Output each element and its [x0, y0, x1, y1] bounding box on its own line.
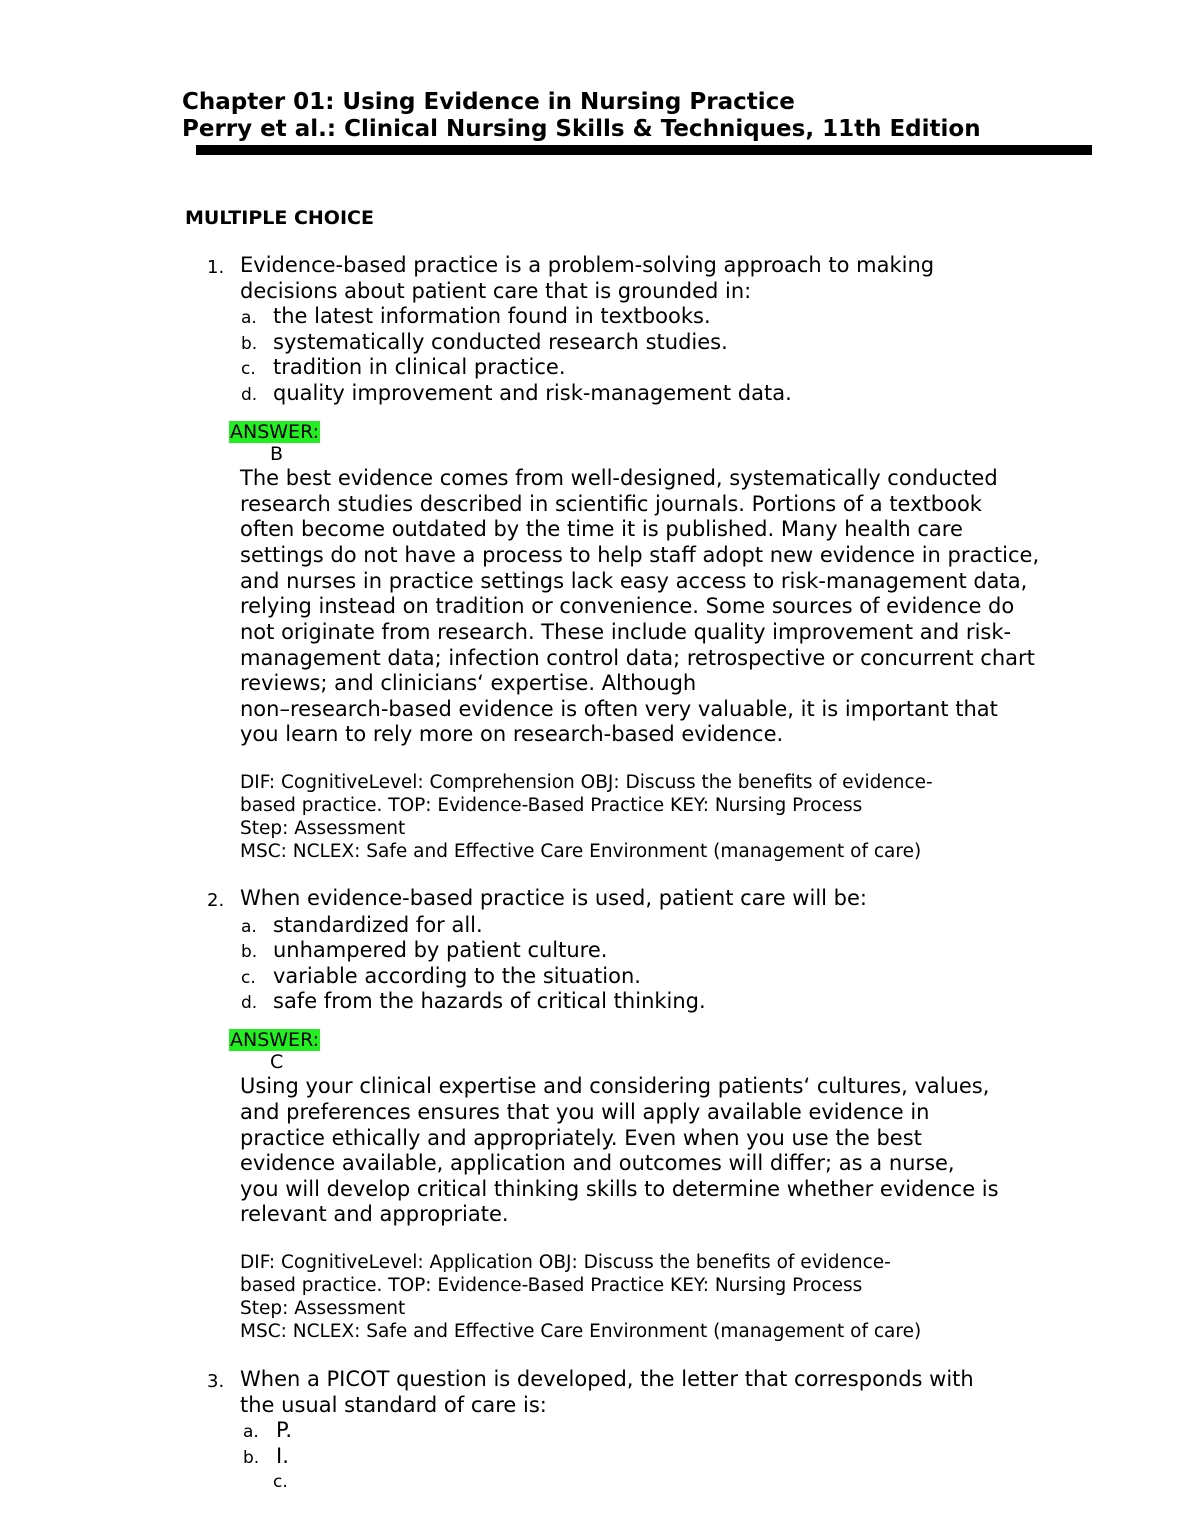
chapter-title: Chapter 01: Using Evidence in Nursing Practice — [182, 89, 795, 115]
answer-label: ANSWER: — [230, 1029, 320, 1051]
rationale-line: relying instead on tradition or convenience. Some sources of evidence do — [240, 594, 1015, 618]
rationale-line: evidence available, application and outcomes will differ; as a nurse, — [240, 1151, 955, 1175]
answer-key: B — [270, 443, 284, 465]
option-letter: c. — [273, 1472, 288, 1492]
question-stem-line: Evidence-based practice is a problem-solving approach to making — [240, 253, 935, 277]
option-text: P. — [276, 1418, 293, 1442]
question-stem-line: decisions about patient care that is grounded in: — [240, 279, 752, 303]
metadata-line: MSC: NCLEX: Safe and Effective Care Environment (management of care) — [240, 1321, 922, 1342]
header-rule — [196, 145, 1092, 155]
metadata-line: DIF: CognitiveLevel: Comprehension OBJ: Discuss the benefits of evidence- — [240, 772, 933, 793]
rationale-line: practice ethically and appropriately. Even when you use the best — [240, 1126, 922, 1150]
rationale-line: settings do not have a process to help staff adopt new evidence in practice, — [240, 543, 1040, 567]
book-title: Perry et al.: Clinical Nursing Skills & Techniques, 11th Edition — [182, 116, 981, 142]
metadata-line: DIF: CognitiveLevel: Application OBJ: Discuss the benefits of evidence- — [240, 1252, 891, 1273]
rationale-line: you will develop critical thinking skills to determine whether evidence is — [240, 1177, 999, 1201]
metadata-line: MSC: NCLEX: Safe and Effective Care Environment (management of care) — [240, 841, 922, 862]
question-stem-line: When a PICOT question is developed, the letter that corresponds with — [240, 1367, 974, 1391]
answer-label: ANSWER: — [230, 421, 320, 443]
question-number: 1. — [207, 257, 225, 278]
option-text: systematically conducted research studies. — [273, 330, 728, 354]
rationale-line: Using your clinical expertise and considering patients‘ cultures, values, — [240, 1074, 990, 1098]
question-number: 2. — [207, 890, 225, 911]
option-letter: a. — [243, 1422, 259, 1442]
option-letter: c. — [241, 968, 256, 988]
option-text: I. — [276, 1444, 289, 1468]
option-letter: c. — [241, 359, 256, 379]
question-number: 3. — [207, 1371, 225, 1392]
question-stem-line: When evidence-based practice is used, patient care will be: — [240, 886, 867, 910]
option-letter: b. — [243, 1448, 260, 1468]
rationale-line: not originate from research. These include quality improvement and risk- — [240, 620, 1012, 644]
rationale-line: and preferences ensures that you will apply available evidence in — [240, 1100, 930, 1124]
question-stem-line: the usual standard of care is: — [240, 1393, 547, 1417]
option-letter: b. — [241, 334, 258, 354]
metadata-line: Step: Assessment — [240, 1298, 406, 1319]
option-letter: b. — [241, 942, 258, 962]
rationale-line: you learn to rely more on research-based evidence. — [240, 722, 784, 746]
option-text: standardized for all. — [273, 913, 483, 937]
rationale-line: often become outdated by the time it is published. Many health care — [240, 517, 963, 541]
option-text: variable according to the situation. — [273, 964, 641, 988]
rationale-line: The best evidence comes from well-designed, systematically conducted — [240, 466, 998, 490]
rationale-line: and nurses in practice settings lack easy access to risk-management data, — [240, 569, 1028, 593]
option-text: the latest information found in textbooks. — [273, 304, 711, 328]
option-text: safe from the hazards of critical thinking. — [273, 989, 706, 1013]
metadata-line: based practice. TOP: Evidence-Based Practice KEY: Nursing Process — [240, 1275, 863, 1296]
section-title: MULTIPLE CHOICE — [185, 207, 374, 229]
answer-key: C — [270, 1051, 284, 1073]
rationale-line: reviews; and clinicians‘ expertise. Although — [240, 671, 697, 695]
rationale-line: research studies described in scientific journals. Portions of a textbook — [240, 492, 982, 516]
option-letter: a. — [241, 308, 257, 328]
option-text: tradition in clinical practice. — [273, 355, 566, 379]
option-letter: d. — [241, 993, 258, 1013]
option-text: quality improvement and risk-management data. — [273, 381, 792, 405]
rationale-line: non–research-based evidence is often very valuable, it is important that — [240, 697, 998, 721]
rationale-line: management data; infection control data; retrospective or concurrent chart — [240, 646, 1035, 670]
metadata-line: Step: Assessment — [240, 818, 406, 839]
metadata-line: based practice. TOP: Evidence-Based Practice KEY: Nursing Process — [240, 795, 863, 816]
option-letter: d. — [241, 385, 258, 405]
rationale-line: relevant and appropriate. — [240, 1202, 509, 1226]
option-text: unhampered by patient culture. — [273, 938, 608, 962]
option-letter: a. — [241, 917, 257, 937]
